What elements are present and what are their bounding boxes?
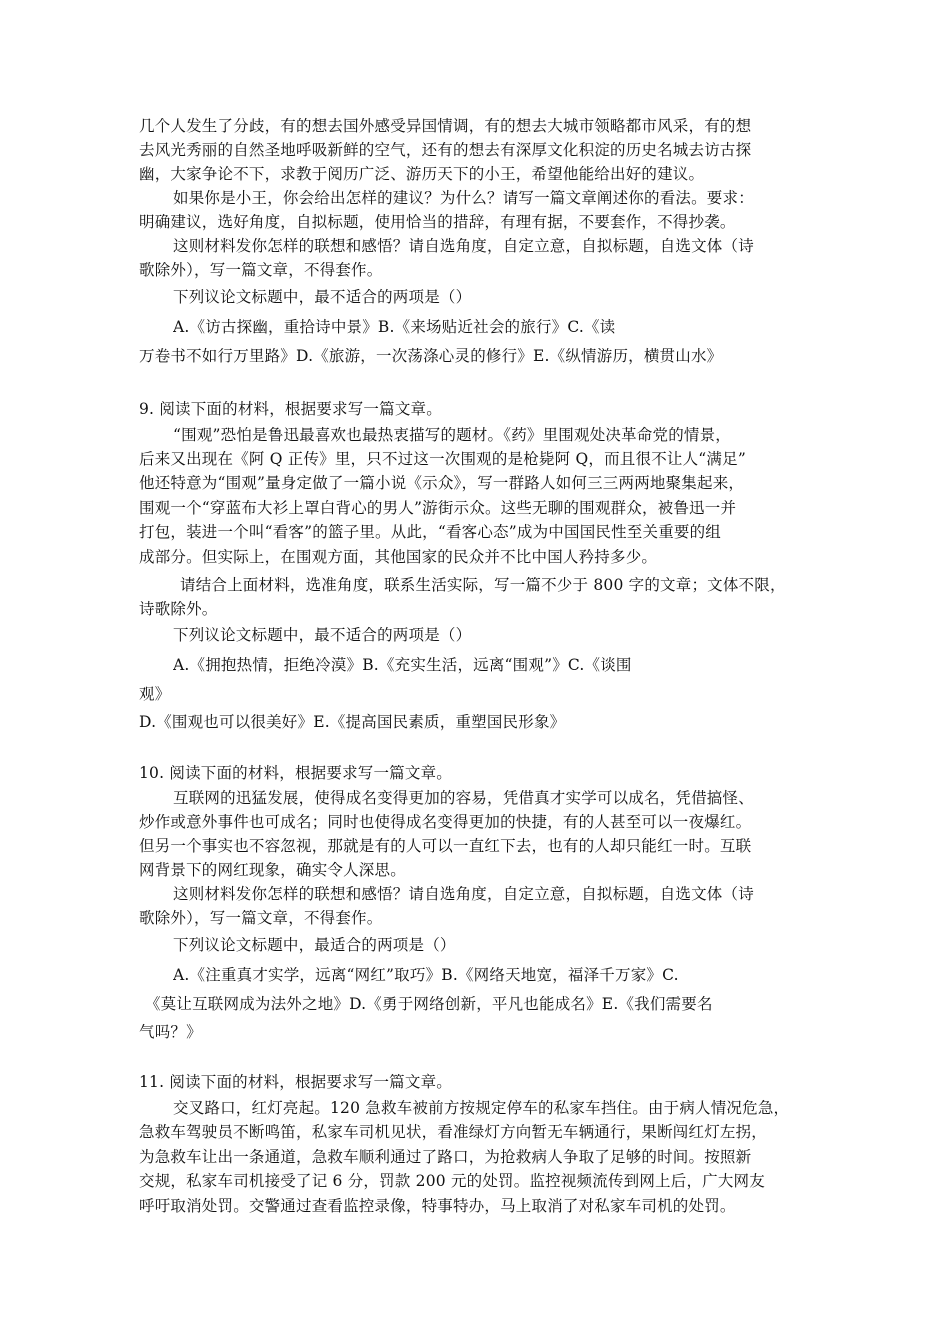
s11-material-line-4: 交规，私家车司机接受了记 6 分，罚款 200 元的处罚。监控视频流传到网上后，广大网友 [139,1172,765,1190]
s8-prompt-line-1: 如果你是小王，你会给出怎样的建议？为什么？请写一篇文章阐述你的看法。要求： [173,189,754,207]
s9-material-line-5: 打包，装进一个叫“看客”的篮子里。从此，“看客心态”成为中国国民性至关重要的组 [139,523,721,541]
s8-options-line-2: 万卷书不如行万里路》D.《旅游，一次荡涤心灵的修行》E.《纵情游历，横贯山水》 [139,347,723,365]
s8-question: 下列议论文标题中，最不适合的两项是（） [173,288,472,306]
s9-question: 下列议论文标题中，最不适合的两项是（） [173,626,472,644]
s9-options-line-1: A.《拥抱热情，拒绝冷漠》B.《充实生活，远离“围观”》C.《谈围 [173,656,632,674]
s11-material-line-2: 急救车驾驶员不断鸣笛，私家车司机见状，看准绿灯方向暂无车辆通行，果断闯红灯左拐， [139,1123,768,1141]
s8-material-line-1: 几个人发生了分歧，有的想去国外感受异国情调，有的想去大城市领略都市风采，有的想 [139,117,752,135]
s10-prompt-line-2: 歌除外），写一篇文章，不得套作。 [139,909,383,927]
s10-material-line-3: 但另一个事实也不容忽视，那就是有的人可以一直红下去，也有的人却只能红一时。互联 [139,837,752,855]
s9-material-line-6: 成部分。但实际上，在围观方面，其他国家的民众并不比中国人矜持多少。 [139,548,658,566]
s9-options-line-2: 观》 [139,685,171,703]
s10-heading: 10. 阅读下面的材料，根据要求写一篇文章。 [139,764,452,782]
s10-options-line-2: 《莫让互联网成为法外之地》D.《勇于网络创新，平凡也能成名》E.《我们需要名 [145,995,713,1013]
s10-options-line-3: 气吗？》 [139,1023,202,1041]
s9-options-line-3: D.《围观也可以很美好》E.《提高国民素质，重塑国民形象》 [139,713,566,731]
s11-material-line-3: 为急救车让出一条通道，急救车顺利通过了路口，为抢救病人争取了足够的时间。按照新 [139,1148,752,1166]
s10-material-line-2: 炒作或意外事件也可成名；同时也使得成名变得更加的快捷，有的人甚至可以一夜爆红。 [139,813,752,831]
s10-material-line-1: 互联网的迅猛发展，使得成名变得更加的容易，凭借真才实学可以成名，凭借搞怪、 [173,789,754,807]
s11-material-line-1: 交叉路口，红灯亮起。120 急救车被前方按规定停车的私家车挡住。由于病人情况危急， [173,1099,790,1117]
s9-prompt-line-1: 请结合上面材料，选准角度，联系生活实际，写一篇不少于 800 字的文章；文体不限， [180,576,786,594]
s9-prompt-line-2: 诗歌除外。 [139,600,218,618]
s8-prompt-line-3: 这则材料发你怎样的联想和感悟？请自选角度，自定立意，自拟标题，自选文体（诗 [173,237,754,255]
s10-prompt-line-1: 这则材料发你怎样的联想和感悟？请自选角度，自定立意，自拟标题，自选文体（诗 [173,885,754,903]
s8-options-line-1: A.《访古探幽，重拾诗中景》B.《来场贴近社会的旅行》C.《读 [173,318,616,336]
s8-material-line-3: 幽，大家争论不下，求教于阅历广泛、游历天下的小王，希望他能给出好的建议。 [139,165,705,183]
s11-material-line-5: 呼吁取消处罚。交警通过查看监控录像，特事特办，马上取消了对私家车司机的处罚。 [139,1197,736,1215]
s11-heading: 11. 阅读下面的材料，根据要求写一篇文章。 [139,1073,452,1091]
s9-material-line-2: 后来又出现在《阿 Q 正传》里，只不过这一次围观的是枪毙阿 Q，而且很不让人“满足” [139,450,746,468]
s10-options-line-1: A.《注重真才实学，远离“网红”取巧》B.《网络天地宽，福泽千万家》C. [173,966,679,984]
s10-question: 下列议论文标题中，最适合的两项是（） [173,936,456,954]
s9-material-line-3: 他还特意为“围观”量身定做了一篇小说《示众》，写一群路人如何三三两两地聚集起来， [139,474,745,492]
s9-material-line-4: 围观一个“穿蓝布大衫上罩白背心的男人”游街示众。这些无聊的围观群众，被鲁迅一并 [139,499,737,517]
s10-material-line-4: 网背景下的网红现象，确实令人深思。 [139,861,406,879]
s8-prompt-line-2: 明确建议，选好角度，自拟标题，使用恰当的措辞，有理有据，不要套作，不得抄袭。 [139,213,736,231]
s8-material-line-2: 去风光秀丽的自然圣地呼吸新鲜的空气，还有的想去有深厚文化积淀的历史名城去访古探 [139,141,752,159]
s8-prompt-line-4: 歌除外），写一篇文章，不得套作。 [139,261,383,279]
s9-material-line-1: “围观”恐怕是鲁迅最喜欢也最热衷描写的题材。《药》里围观处决革命党的情景， [173,426,732,444]
s9-heading: 9. 阅读下面的材料，根据要求写一篇文章。 [139,400,442,418]
